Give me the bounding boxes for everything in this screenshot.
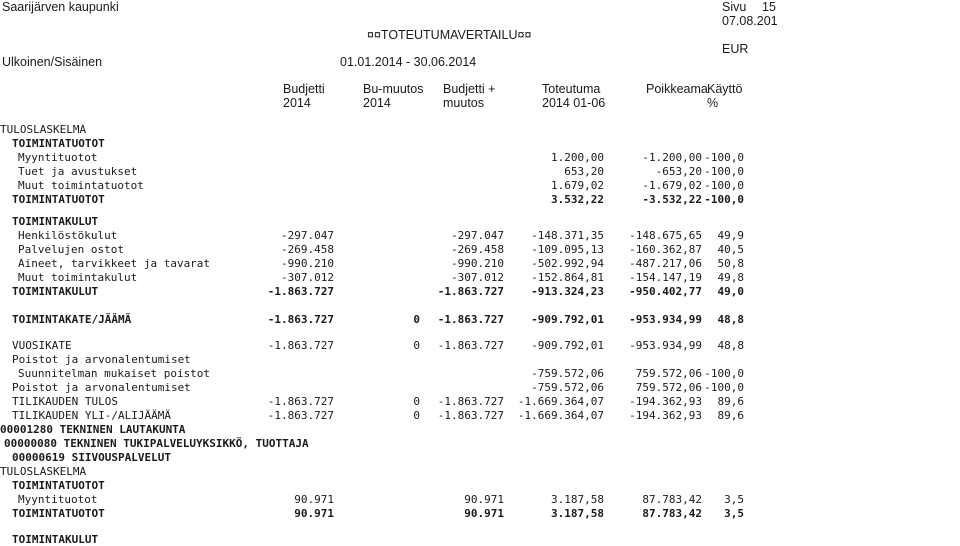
row-value-col5: -160.362,87 — [629, 243, 702, 256]
row-label: Muut toimintatuotot — [18, 179, 144, 192]
row-label: Poistot ja arvonalentumiset — [12, 353, 191, 366]
row-value-col6: 49,0 — [717, 285, 744, 298]
row-label: TILIKAUDEN TULOS — [12, 395, 118, 408]
col-budjetti-muutos-line1: Budjetti + — [443, 82, 496, 96]
row-value-col6: -100,0 — [704, 151, 744, 164]
row-value-col6: 40,5 — [717, 243, 744, 256]
col-kaytto-line1: Käyttö — [707, 82, 743, 96]
period-label: 01.01.2014 - 30.06.2014 — [340, 55, 477, 69]
row-value-col4: 653,20 — [564, 165, 604, 178]
row-value-col3: -1.863.727 — [437, 285, 504, 298]
row-value-col4: -1.669.364,07 — [517, 395, 604, 408]
row-value-col1: 90.971 — [294, 493, 334, 506]
row-label: TOIMINTAKULUT — [12, 285, 99, 298]
row-label: TOIMINTATUOTOT — [12, 479, 105, 492]
row-value-col4: -909.792,01 — [531, 339, 604, 352]
page-number: 15 — [762, 0, 776, 14]
row-label: Tuet ja avustukset — [18, 165, 138, 178]
row-label: TOIMINTATUOTOT — [12, 507, 105, 520]
row-value-col5: -194.362,93 — [629, 409, 702, 422]
row-value-col3: -1.863.727 — [437, 395, 504, 408]
report-date: 07.08.201 — [722, 14, 778, 28]
row-value-col4: 3.187,58 — [551, 493, 604, 506]
row-value-col3: -1.863.727 — [437, 409, 504, 422]
row-value-col6: -100,0 — [704, 367, 744, 380]
row-value-col5: 759.572,06 — [635, 367, 702, 380]
row-value-col6: -100,0 — [704, 165, 744, 178]
row-value-col4: -909.792,01 — [531, 313, 604, 326]
row-value-col2: 0 — [413, 409, 420, 422]
row-value-col6: -100,0 — [704, 179, 744, 192]
row-value-col5: -953.934,99 — [629, 313, 702, 326]
col-poikkeama-line1: Poikkeama — [646, 82, 708, 96]
row-value-col5: -3.532,22 — [642, 193, 702, 206]
row-label: 00000080 TEKNINEN TUKIPALVELUYKSIKKÖ, TUOTTAJA — [4, 437, 309, 450]
row-label: Myyntituotot — [18, 151, 98, 164]
row-value-col3: -269.458 — [451, 243, 504, 256]
row-label: Aineet, tarvikkeet ja tavarat — [18, 257, 211, 270]
row-label: TULOSLASKELMA — [0, 465, 87, 478]
col-toteutuma-line2: 2014 01-06 — [542, 96, 606, 110]
row-value-col6: 48,8 — [717, 313, 744, 326]
row-value-col5: -487.217,06 — [629, 257, 702, 270]
row-value-col5: 759.572,06 — [635, 381, 702, 394]
row-value-col1: -307.012 — [281, 271, 334, 284]
row-label: 00000619 SIIVOUSPALVELUT — [12, 451, 171, 464]
row-value-col4: -913.324,23 — [531, 285, 604, 298]
row-value-col6: 3,5 — [724, 493, 744, 506]
row-value-col4: -759.572,06 — [531, 381, 604, 394]
row-value-col1: -297.047 — [281, 229, 334, 242]
row-label: Suunnitelman mukaiset poistot — [18, 367, 211, 380]
row-label: TOIMINTATUOTOT — [12, 137, 105, 150]
row-label: Palvelujen ostot — [18, 243, 124, 256]
col-budjetti-line2: 2014 — [283, 96, 311, 110]
row-value-col4: -502.992,94 — [531, 257, 604, 270]
row-value-col1: -1.863.727 — [267, 285, 334, 298]
row-value-col5: -1.679,02 — [642, 179, 702, 192]
col-bu-muutos-line2: 2014 — [363, 96, 391, 110]
row-value-col6: 89,6 — [717, 409, 744, 422]
row-label: 00001280 TEKNINEN LAUTAKUNTA — [0, 423, 186, 436]
row-value-col6: 48,8 — [717, 339, 744, 352]
row-value-col3: 90.971 — [464, 493, 504, 506]
row-value-col1: -990.210 — [281, 257, 334, 270]
row-value-col4: 1.200,00 — [551, 151, 604, 164]
row-value-col6: 50,8 — [717, 257, 744, 270]
row-value-col4: -109.095,13 — [531, 243, 604, 256]
row-value-col3: 90.971 — [464, 507, 504, 520]
row-value-col6: 49,9 — [717, 229, 744, 242]
row-value-col5: -154.147,19 — [629, 271, 702, 284]
scope-label: Ulkoinen/Sisäinen — [2, 55, 103, 69]
row-value-col6: -100,0 — [704, 381, 744, 394]
row-label: Myyntituotot — [18, 493, 98, 506]
row-value-col1: -269.458 — [281, 243, 334, 256]
row-label: TILIKAUDEN YLI-/ALIJÄÄMÄ — [12, 409, 171, 422]
row-value-col3: -297.047 — [451, 229, 504, 242]
row-label: Henkilöstökulut — [18, 229, 118, 242]
row-value-col6: 49,8 — [717, 271, 744, 284]
row-label: VUOSIKATE — [12, 339, 72, 352]
row-value-col6: 3,5 — [724, 507, 744, 520]
row-value-col4: -152.864,81 — [531, 271, 604, 284]
row-value-col5: -950.402,77 — [629, 285, 702, 298]
row-value-col1: 90.971 — [294, 507, 334, 520]
currency-label: EUR — [722, 42, 749, 56]
row-value-col4: -759.572,06 — [531, 367, 604, 380]
col-toteutuma-line1: Toteutuma — [542, 82, 601, 96]
row-value-col5: -194.362,93 — [629, 395, 702, 408]
row-value-col5: -953.934,99 — [629, 339, 702, 352]
row-value-col6: 89,6 — [717, 395, 744, 408]
row-value-col5: -653,20 — [655, 165, 702, 178]
page-label: Sivu — [722, 0, 747, 14]
row-value-col4: 1.679,02 — [551, 179, 604, 192]
row-value-col3: -1.863.727 — [437, 339, 504, 352]
row-value-col1: -1.863.727 — [267, 409, 334, 422]
row-label: TOIMINTAKULUT — [12, 215, 99, 228]
row-value-col5: -148.675,65 — [629, 229, 702, 242]
row-value-col5: 87.783,42 — [642, 507, 702, 520]
row-value-col2: 0 — [413, 313, 420, 326]
row-label: Muut toimintakulut — [18, 271, 138, 284]
row-value-col4: 3.187,58 — [551, 507, 604, 520]
report-title: ¤¤TOTEUTUMAVERTAILU¤¤ — [367, 28, 532, 42]
row-label: TOIMINTATUOTOT — [12, 193, 105, 206]
row-value-col2: 0 — [413, 339, 420, 352]
row-value-col1: -1.863.727 — [267, 339, 334, 352]
row-value-col5: 87.783,42 — [642, 493, 702, 506]
row-value-col1: -1.863.727 — [267, 313, 334, 326]
row-label: Poistot ja arvonalentumiset — [12, 381, 191, 394]
row-value-col3: -1.863.727 — [437, 313, 504, 326]
row-value-col1: -1.863.727 — [267, 395, 334, 408]
row-value-col4: 3.532,22 — [551, 193, 604, 206]
col-budjetti-muutos-line2: muutos — [443, 96, 484, 110]
row-value-col2: 0 — [413, 395, 420, 408]
city-name: Saarijärven kaupunki — [2, 0, 119, 14]
col-kaytto-line2: % — [707, 96, 719, 110]
row-value-col3: -307.012 — [451, 271, 504, 284]
row-label: TOIMINTAKATE/JÄÄMÄ — [12, 313, 132, 326]
row-value-col5: -1.200,00 — [642, 151, 702, 164]
row-label: TOIMINTAKULUT — [12, 533, 99, 546]
col-budjetti-line1: Budjetti — [283, 82, 325, 96]
row-value-col6: -100,0 — [704, 193, 744, 206]
row-value-col4: -148.371,35 — [531, 229, 604, 242]
row-label: TULOSLASKELMA — [0, 123, 87, 136]
row-value-col4: -1.669.364,07 — [517, 409, 604, 422]
row-value-col3: -990.210 — [451, 257, 504, 270]
col-bu-muutos-line1: Bu-muutos — [363, 82, 424, 96]
